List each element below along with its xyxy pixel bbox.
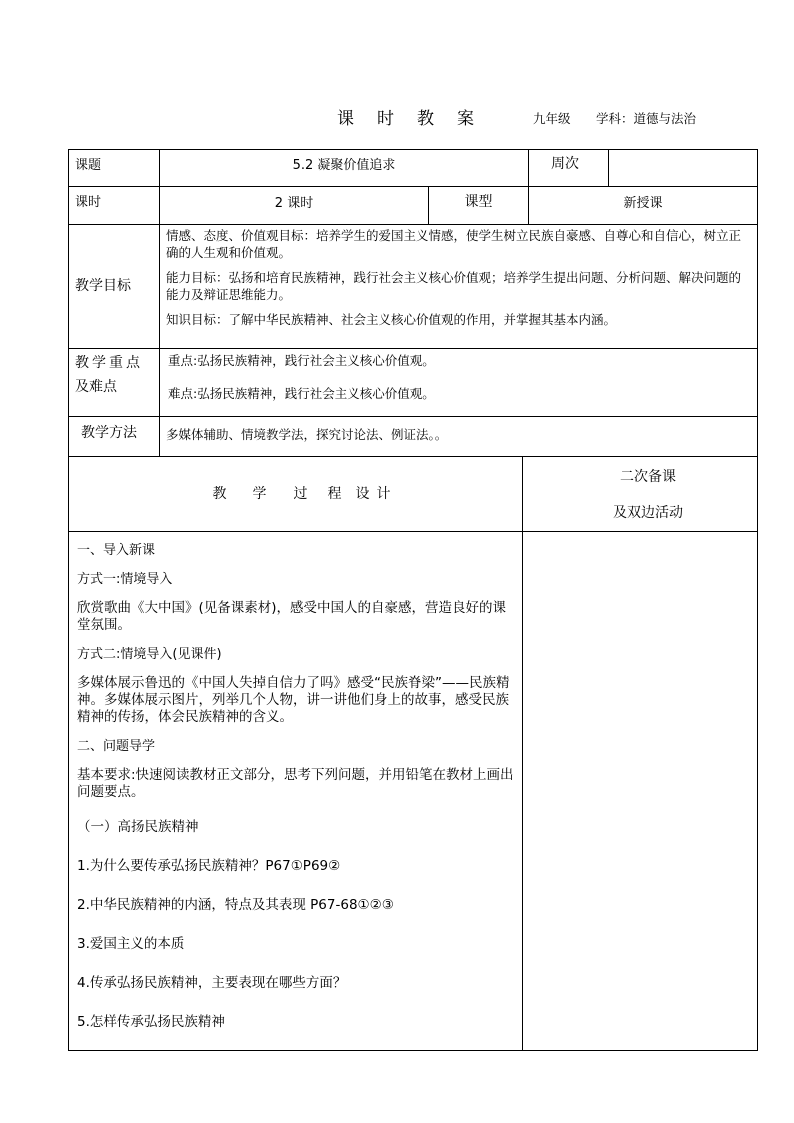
side-heading-line2: 及双边活动 (613, 505, 684, 521)
week-label: 周次 (529, 150, 609, 187)
process-line: 一、导入新课 (77, 543, 156, 558)
goal-ability: 能力目标：弘扬和培育民族精神，践行社会主义核心价值观；培养学生提出问题、分析问题、解决问题的能力及辩证思维能力。 (166, 270, 742, 302)
keypoints-label (69, 349, 160, 417)
difficulty-text: 难点:弘扬民族精神，践行社会主义核心价值观。 (168, 386, 435, 401)
type-label: 课型 (429, 187, 529, 225)
method-row (69, 417, 758, 457)
process-line: 二、问题导学 (77, 739, 156, 754)
topic-value: 5.2 凝聚价值追求 (160, 150, 529, 187)
hours-value: 2 课时 (160, 187, 429, 225)
goal-knowledge: 知识目标：了解中华民族精神、社会主义核心价值观的作用，并掌握其基本内涵。 (166, 312, 617, 327)
process-line: （一）高扬民族精神 (77, 819, 199, 835)
process-heading (69, 457, 523, 532)
heading-char: 教 (212, 485, 227, 502)
grade-label: 九年级 (533, 111, 571, 126)
process-body-row (69, 532, 758, 1051)
keypoints-row (69, 349, 758, 417)
heading-char: 学 (252, 485, 267, 502)
week-value (609, 150, 758, 187)
process-line: 方式一:情境导入 (77, 572, 173, 587)
process-content (69, 532, 523, 1051)
lesson-plan-table (68, 149, 758, 1051)
process-line: 5.怎样传承弘扬民族精神 (77, 1014, 225, 1030)
process-line: 2.中华民族精神的内涵，特点及其表现 P67-68①②③ (77, 897, 394, 913)
hours-label: 课时 (69, 187, 160, 225)
process-line: 多媒体展示鲁迅的《中国人失掉自信力了吗》感受“民族脊梁”——民族精神。多媒体展示图片，列举几个人物，讲一讲他们身上的故事，感受民族精神的传扬，体会民族精神的含义。 (77, 675, 510, 725)
goals-label: 教学目标 (69, 225, 160, 349)
title-char: 案 (457, 109, 474, 129)
side-notes (523, 532, 758, 1051)
title-char: 课 (337, 109, 354, 129)
goals-content (160, 225, 758, 349)
page-title (337, 104, 474, 129)
heading-char: 程 (327, 485, 342, 502)
side-heading-line1: 二次备课 (620, 469, 677, 485)
keypoints-content (160, 349, 758, 417)
topic-row (69, 150, 758, 187)
heading-char: 过 (293, 485, 308, 502)
heading-char: 计 (376, 485, 391, 502)
process-heading-row (69, 457, 758, 532)
subject-label: 学科：道德与法治 (596, 111, 697, 126)
keypoints-label-line2: 及难点 (75, 379, 117, 395)
heading-char: 设 (355, 485, 370, 502)
process-line: 基本要求:快速阅读教材正文部分，思考下列问题，并用铅笔在教材上画出问题要点。 (77, 767, 514, 800)
process-line: 4.传承弘扬民族精神，主要表现在哪些方面？ (77, 975, 347, 991)
keypoint-text: 重点:弘扬民族精神，践行社会主义核心价值观。 (168, 353, 435, 368)
process-line: 方式二:情境导入(见课件) (77, 647, 222, 662)
goals-row (69, 225, 758, 349)
process-line: 3.爱国主义的本质 (77, 936, 185, 952)
side-heading (523, 457, 758, 532)
method-value: 多媒体辅助、情境教学法，探究讨论法、例证法。。 (160, 417, 758, 457)
goal-emotion: 情感、态度、价值观目标：培养学生的爱国主义情感，使学生树立民族自豪感、自尊心和自信心，树立正确的人生观和价值观。 (166, 228, 742, 260)
topic-label: 课题 (69, 150, 160, 187)
process-line: 欣赏歌曲《大中国》(见备课素材)，感受中国人的自豪感，营造良好的课堂氛围。 (77, 600, 507, 633)
title-char: 时 (377, 109, 394, 129)
process-line: 1.为什么要传承弘扬民族精神？P67①P69② (77, 858, 341, 874)
method-label: 教学方法 (69, 417, 160, 457)
title-char: 教 (417, 109, 434, 129)
hours-row (69, 187, 758, 225)
type-value: 新授课 (529, 187, 758, 225)
keypoints-label-line1: 教学重点 (75, 355, 143, 371)
